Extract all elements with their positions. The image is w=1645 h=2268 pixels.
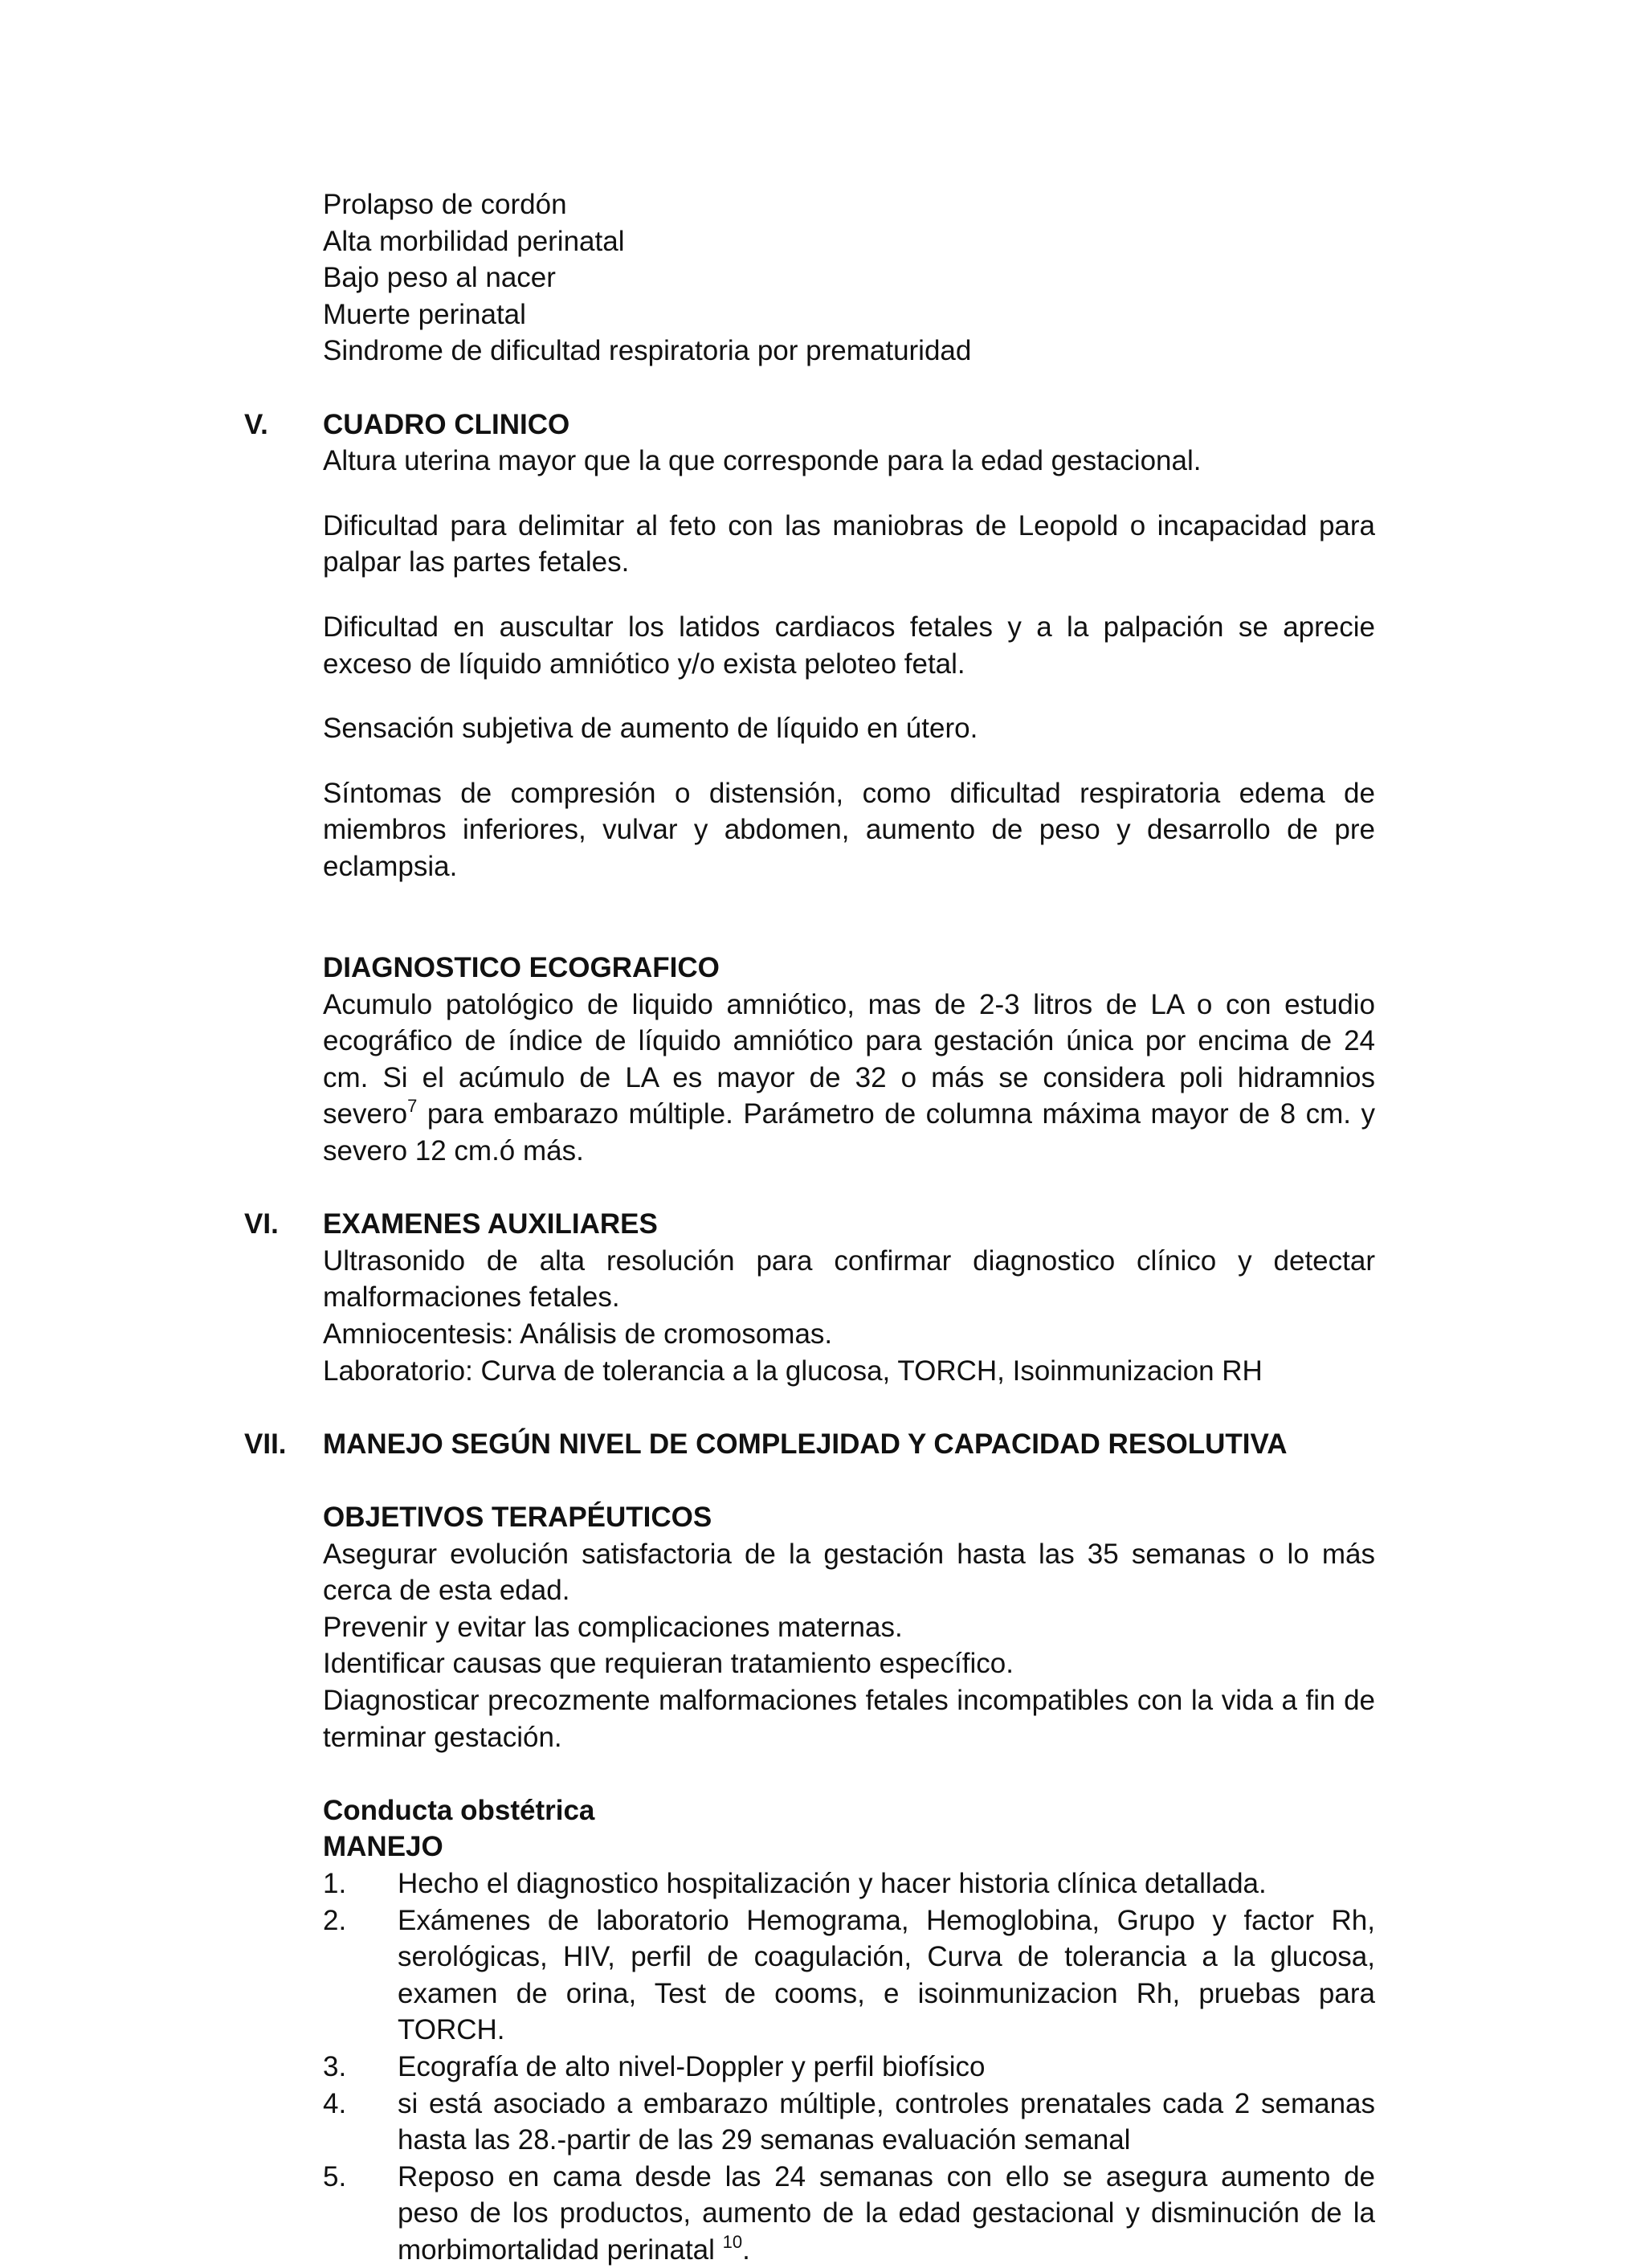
paragraph: Dificultad para delimitar al feto con las maniobras de Leopold o incapacidad para palpar las partes fetales.: [323, 509, 1375, 578]
footnote-ref: 10: [722, 2231, 743, 2252]
list-text: Reposo en cama desde las 24 semanas con ello se asegura aumento de peso de los productos, aumento de la edad gestacional y disminución de la morbimortalidad perinatal: [398, 2160, 1375, 2266]
list-text: si está asociado a embarazo múltiple, controles prenatales cada 2 semanas hasta las 28.-partir de las 29 semanas evaluación semanal: [398, 2087, 1375, 2156]
list-item: [323, 2086, 1375, 2159]
section-number: V.: [244, 408, 268, 440]
list-item: Prolapso de cordón: [323, 189, 567, 220]
subsection-title: MANEJO: [323, 1831, 443, 1863]
document-page: [0, 186, 1645, 2268]
complications-list: [0, 186, 1375, 370]
list-text: Exámenes de laboratorio Hemograma, Hemoglobina, Grupo y factor Rh, serológicas, HIV, perfil de coagulación, Curva de tolerancia a la glucosa, examen de orina, Test de cooms, e isoinmunizacion Rh, pruebas para TORCH.: [398, 1904, 1375, 2046]
paragraph: Diagnosticar precozmente malformaciones fetales incompatibles con la vida a fin de terminar gestación.: [323, 1684, 1375, 1753]
list-text: Ecografía de alto nivel-Doppler y perfil biofísico: [398, 2050, 986, 2082]
section-number: VII.: [244, 1428, 287, 1460]
list-item: Sindrome de dificultad respiratoria por prematuridad: [323, 335, 972, 367]
paragraph-text: Acumulo patológico de liquido amniótico, mas de 2-3 litros de LA o con estudio ecográfico de índice de líquido amniótico para gestación única por encima de 24 cm. Si el acúmulo de LA es mayor de 32 o más se considera poli hidramnios severo: [323, 988, 1375, 1130]
paragraph: Sensación subjetiva de aumento de líquido en útero.: [323, 713, 978, 745]
section-title: EXAMENES AUXILIARES: [323, 1208, 658, 1240]
section-title: MANEJO SEGÚN NIVEL DE COMPLEJIDAD Y CAPACIDAD RESOLUTIVA: [323, 1428, 1288, 1460]
footnote-ref: 7: [407, 1096, 418, 1117]
subsection-title: OBJETIVOS TERAPÉUTICOS: [323, 1502, 712, 1533]
paragraph: Asegurar evolución satisfactoria de la gestación hasta las 35 semanas o lo más cerca de esta edad.: [323, 1538, 1375, 1607]
section-v: [0, 407, 1375, 1170]
list-text-tail: .: [742, 2233, 750, 2266]
list-item: [323, 2049, 1375, 2086]
list-number: 2.: [323, 1904, 347, 1936]
paragraph: Identificar causas que requieran tratamiento específico.: [323, 1648, 1014, 1680]
list-item: [323, 1902, 1375, 2049]
paragraph: Amniocentesis: Análisis de cromosomas.: [323, 1318, 833, 1351]
paragraph: Síntomas de compresión o distensión, como dificultad respiratoria edema de miembros inferiores, vulvar y abdomen, aumento de peso y desarrollo de pre eclampsia.: [323, 777, 1375, 882]
paragraph: Altura uterina mayor que la que corresponde para la edad gestacional.: [323, 445, 1202, 477]
management-list: [323, 1865, 1375, 2268]
list-item: Alta morbilidad perinatal: [323, 225, 625, 257]
paragraph: Prevenir y evitar las complicaciones maternas.: [323, 1611, 903, 1643]
paragraph: Ultrasonido de alta resolución para confirmar diagnostico clínico y detectar malformaciones fetales.: [323, 1244, 1375, 1314]
list-number: 1.: [323, 1867, 347, 1899]
paragraph: Dificultad en auscultar los latidos cardiacos fetales y a la palpación se aprecie exceso de líquido amniótico y/o exista peloteo fetal.: [323, 611, 1375, 680]
list-number: 4.: [323, 2087, 347, 2119]
list-item: Muerte perinatal: [323, 298, 526, 330]
list-item: [323, 1865, 1375, 1902]
section-vii: [0, 1426, 1375, 2268]
paragraph: [323, 987, 1375, 1170]
paragraph: Laboratorio: Curva de tolerancia a la glucosa, TORCH, Isoinmunizacion RH: [323, 1355, 1263, 1387]
subsection-title: Conducta obstétrica: [323, 1794, 595, 1826]
list-number: 3.: [323, 2050, 347, 2082]
paragraph-text: para embarazo múltiple. Parámetro de columna máxima mayor de 8 cm. y severo 12 cm.ó más.: [323, 1098, 1375, 1167]
list-text: Hecho el diagnostico hospitalización y hacer historia clínica detallada.: [398, 1867, 1267, 1899]
list-item: Bajo peso al nacer: [323, 262, 556, 294]
list-item: [323, 2159, 1375, 2268]
section-vi: [0, 1206, 1375, 1389]
section-title: CUADRO CLINICO: [323, 408, 570, 440]
list-number: 5.: [323, 2160, 347, 2192]
section-number: VI.: [244, 1208, 279, 1240]
subsection-title: DIAGNOSTICO ECOGRAFICO: [323, 952, 720, 984]
